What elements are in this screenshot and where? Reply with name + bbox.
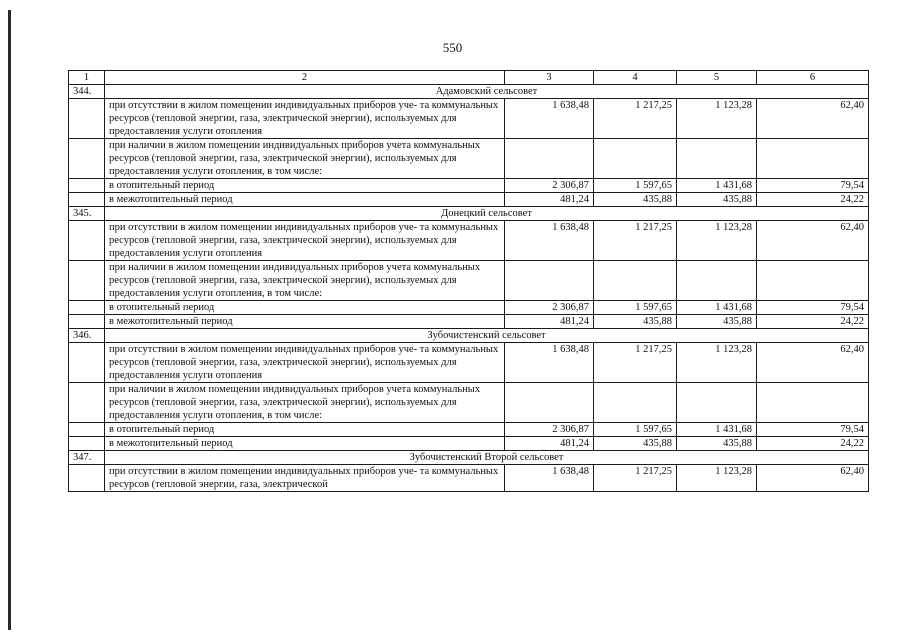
tariff-value-col-6: 79,54 bbox=[757, 179, 869, 193]
table-row bbox=[69, 437, 869, 451]
tariff-value-col-3: 1 638,48 bbox=[505, 465, 594, 492]
tariff-value-col-5: 1 431,68 bbox=[677, 301, 757, 315]
row-description: при отсутствии в жилом помещении индивидуальных приборов уче- та коммунальных ресурсов (тепловой энергии, газа, электрической энергии), используемых для предоставления услуги отопления bbox=[105, 221, 505, 261]
row-description: при отсутствии в жилом помещении индивидуальных приборов уче- та коммунальных ресурсов (тепловой энергии, газа, электрической bbox=[105, 465, 505, 492]
row-description: при наличии в жилом помещении индивидуальных приборов учета коммунальных ресурсов (тепловой энергии, газа, электрической энергии), используемых для предоставления услуги отопления, в том числе: bbox=[105, 383, 505, 423]
column-header: 4 bbox=[594, 71, 677, 85]
tariff-value-col-3: 1 638,48 bbox=[505, 221, 594, 261]
table-row bbox=[69, 423, 869, 437]
row-index-cell bbox=[69, 221, 105, 261]
section-header-row bbox=[69, 207, 869, 221]
page-number: 550 bbox=[442, 40, 463, 55]
tariff-value-col-5: 435,88 bbox=[677, 437, 757, 451]
tariff-value-col-5: 435,88 bbox=[677, 193, 757, 207]
tariff-value-col-5: 1 123,28 bbox=[677, 221, 757, 261]
table-row bbox=[69, 465, 869, 492]
section-index: 344. bbox=[69, 85, 105, 99]
tariff-value-col-4: 1 217,25 bbox=[594, 465, 677, 492]
tariff-value-col-6: 62,40 bbox=[757, 99, 869, 139]
table-row bbox=[69, 193, 869, 207]
tariff-value-col-3: 481,24 bbox=[505, 193, 594, 207]
section-header-row bbox=[69, 451, 869, 465]
tariff-value-col-5: 1 123,28 bbox=[677, 465, 757, 492]
section-title: Зубочистенский сельсовет bbox=[105, 329, 869, 343]
table-row bbox=[69, 99, 869, 139]
row-description: при отсутствии в жилом помещении индивидуальных приборов уче- та коммунальных ресурсов (тепловой энергии, газа, электрической энергии), используемых для предоставления услуги отопления bbox=[105, 99, 505, 139]
row-description: в межотопительный период bbox=[105, 193, 505, 207]
row-index-cell bbox=[69, 261, 105, 301]
tariff-value-col-6: 62,40 bbox=[757, 221, 869, 261]
row-description: в отопительный период bbox=[105, 179, 505, 193]
table-row bbox=[69, 221, 869, 261]
tariff-value-col-6: 24,22 bbox=[757, 437, 869, 451]
tariff-value-col-5: 435,88 bbox=[677, 315, 757, 329]
table-row bbox=[69, 139, 869, 179]
tariff-value-col-4 bbox=[594, 139, 677, 179]
row-index-cell bbox=[69, 193, 105, 207]
tariff-value-col-6 bbox=[757, 383, 869, 423]
row-index-cell bbox=[69, 465, 105, 492]
tariff-value-col-6 bbox=[757, 139, 869, 179]
tariff-value-col-6: 79,54 bbox=[757, 301, 869, 315]
table-row bbox=[69, 383, 869, 423]
row-index-cell bbox=[69, 437, 105, 451]
section-title: Донецкий сельсовет bbox=[105, 207, 869, 221]
table-row bbox=[69, 315, 869, 329]
tariff-value-col-4: 1 597,65 bbox=[594, 423, 677, 437]
tariff-value-col-4: 1 217,25 bbox=[594, 99, 677, 139]
section-title: Зубочистенский Второй сельсовет bbox=[105, 451, 869, 465]
row-description: при наличии в жилом помещении индивидуальных приборов учета коммунальных ресурсов (тепловой энергии, газа, электрической энергии), используемых для предоставления услуги отопления, в том числе: bbox=[105, 139, 505, 179]
tariff-value-col-3: 1 638,48 bbox=[505, 343, 594, 383]
column-header: 1 bbox=[69, 71, 105, 85]
row-index-cell bbox=[69, 301, 105, 315]
table-row bbox=[69, 343, 869, 383]
section-header-row bbox=[69, 85, 869, 99]
tariff-value-col-6: 24,22 bbox=[757, 193, 869, 207]
table-row bbox=[69, 301, 869, 315]
column-header-row bbox=[69, 71, 869, 85]
row-index-cell bbox=[69, 99, 105, 139]
row-index-cell bbox=[69, 179, 105, 193]
tariff-value-col-5 bbox=[677, 261, 757, 301]
tariff-value-col-4 bbox=[594, 383, 677, 423]
tariff-value-col-4: 1 597,65 bbox=[594, 179, 677, 193]
tariff-value-col-3 bbox=[505, 261, 594, 301]
table-row bbox=[69, 261, 869, 301]
section-index: 345. bbox=[69, 207, 105, 221]
row-description: при отсутствии в жилом помещении индивидуальных приборов уче- та коммунальных ресурсов (тепловой энергии, газа, электрической энергии), используемых для предоставления услуги отопления bbox=[105, 343, 505, 383]
tariff-value-col-5 bbox=[677, 139, 757, 179]
row-index-cell bbox=[69, 383, 105, 423]
tariff-value-col-4: 1 217,25 bbox=[594, 221, 677, 261]
tariff-value-col-3: 2 306,87 bbox=[505, 423, 594, 437]
tariff-value-col-3: 481,24 bbox=[505, 315, 594, 329]
row-description: в отопительный период bbox=[105, 301, 505, 315]
tariff-value-col-5 bbox=[677, 383, 757, 423]
tariff-value-col-6: 24,22 bbox=[757, 315, 869, 329]
row-description: в отопительный период bbox=[105, 423, 505, 437]
tariff-value-col-4: 435,88 bbox=[594, 437, 677, 451]
tariff-value-col-3: 1 638,48 bbox=[505, 99, 594, 139]
tariff-value-col-3: 2 306,87 bbox=[505, 301, 594, 315]
tariff-value-col-6 bbox=[757, 261, 869, 301]
column-header: 3 bbox=[505, 71, 594, 85]
tariff-value-col-4 bbox=[594, 261, 677, 301]
row-index-cell bbox=[69, 315, 105, 329]
tariff-value-col-3: 481,24 bbox=[505, 437, 594, 451]
row-description: при наличии в жилом помещении индивидуальных приборов учета коммунальных ресурсов (тепловой энергии, газа, электрической энергии), используемых для предоставления услуги отопления, в том числе: bbox=[105, 261, 505, 301]
column-header: 5 bbox=[677, 71, 757, 85]
tariff-value-col-5: 1 431,68 bbox=[677, 179, 757, 193]
tariff-value-col-5: 1 123,28 bbox=[677, 343, 757, 383]
section-title: Адамовский сельсовет bbox=[105, 85, 869, 99]
section-header-row bbox=[69, 329, 869, 343]
row-index-cell bbox=[69, 139, 105, 179]
tariff-value-col-3: 2 306,87 bbox=[505, 179, 594, 193]
tariff-value-col-3 bbox=[505, 139, 594, 179]
section-index: 346. bbox=[69, 329, 105, 343]
tariff-value-col-6: 62,40 bbox=[757, 343, 869, 383]
table-row bbox=[69, 179, 869, 193]
tariff-value-col-3 bbox=[505, 383, 594, 423]
tariff-value-col-4: 1 217,25 bbox=[594, 343, 677, 383]
row-index-cell bbox=[69, 343, 105, 383]
tariff-value-col-5: 1 431,68 bbox=[677, 423, 757, 437]
section-index: 347. bbox=[69, 451, 105, 465]
column-header: 6 bbox=[757, 71, 869, 85]
row-index-cell bbox=[69, 423, 105, 437]
scan-edge bbox=[8, 10, 11, 630]
row-description: в межотопительный период bbox=[105, 437, 505, 451]
tariff-value-col-5: 1 123,28 bbox=[677, 99, 757, 139]
column-header: 2 bbox=[105, 71, 505, 85]
tariff-value-col-6: 62,40 bbox=[757, 465, 869, 492]
tariff-value-col-4: 1 597,65 bbox=[594, 301, 677, 315]
tariff-value-col-6: 79,54 bbox=[757, 423, 869, 437]
tariff-value-col-4: 435,88 bbox=[594, 315, 677, 329]
tariff-value-col-4: 435,88 bbox=[594, 193, 677, 207]
row-description: в межотопительный период bbox=[105, 315, 505, 329]
tariff-table bbox=[68, 70, 869, 492]
